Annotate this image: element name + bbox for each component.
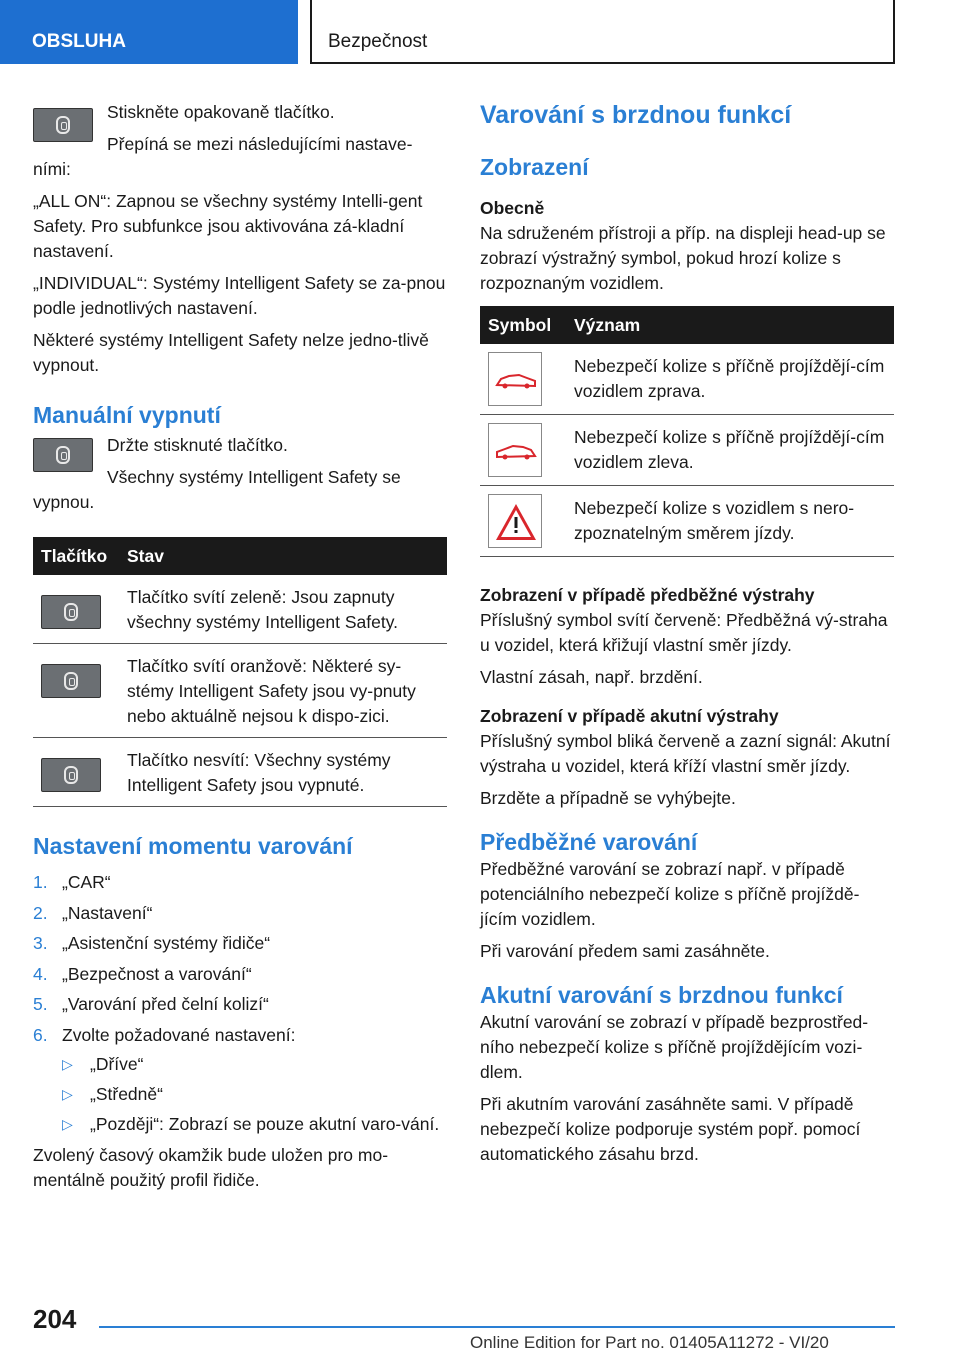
left-column bbox=[33, 100, 447, 1200]
list-item: ▷ „Později“: Zobrazí se pouze akutní varo-vání. bbox=[62, 1112, 447, 1137]
table-cell: Nebezpečí kolize s příčně projíždějí-cím vozidlem zprava. bbox=[566, 344, 894, 415]
paragraph: Všechny systémy Intelligent Safety se vypnou. bbox=[33, 467, 401, 512]
paragraph: Vlastní zásah, např. brzdění. bbox=[480, 667, 703, 687]
list-item: 3. „Asistenční systémy řidiče“ bbox=[33, 933, 271, 953]
list-item: ▷ „Středně“ bbox=[62, 1082, 447, 1107]
right-column bbox=[480, 100, 894, 1174]
paragraph: Při varování předem sami zasáhněte. bbox=[480, 941, 770, 961]
list-item: ▷ „Dříve“ bbox=[62, 1052, 447, 1077]
button-green-icon bbox=[41, 595, 101, 629]
paragraph: Předběžné varování se zobrazí např. v případě potenciálního nebezpečí kolize s příčně projíždě-jícím vozidlem. bbox=[480, 859, 860, 929]
steps-list bbox=[33, 867, 447, 1137]
car-left-warning-icon bbox=[488, 423, 542, 477]
heading-main: Varování s brzdnou funkcí bbox=[480, 101, 792, 129]
intelligent-safety-button-icon bbox=[33, 108, 93, 142]
intelligent-safety-button-icon bbox=[33, 438, 93, 472]
paragraph: „INDIVIDUAL“: Systémy Intelligent Safety se za-pnou podle jednotlivých nastavení. bbox=[33, 273, 446, 318]
list-item: 6. Zvolte požadované nastavení: ▷ „Dříve“ ▷ „Středně“ ▷ „Později“: Zobrazí se pouze akutní varo-vání. bbox=[33, 1020, 447, 1138]
paragraph: Stiskněte opakovaně tlačítko. bbox=[107, 102, 335, 122]
table-cell: Tlačítko svítí oranžově: Některé sy-stémy Intelligent Safety jsou vy-pnuty nebo aktuálně nejsou k dispo-zici. bbox=[119, 644, 447, 738]
table-header: Stav bbox=[119, 537, 447, 575]
heading-pre-warning: Předběžné varování bbox=[480, 829, 698, 855]
paragraph: Držte stisknuté tlačítko. bbox=[107, 435, 288, 455]
paragraph: Přepíná se mezi následujícími nastave-ními: bbox=[33, 134, 413, 179]
paragraph: Na sdruženém přístroji a příp. na displeji head-up se zobrazí výstražný symbol, pokud hrozí kolize s rozpoznaným vozidlem. bbox=[480, 223, 886, 293]
paragraph: Akutní varování se zobrazí v případě bezprostřed-ního nebezpečí kolize s příčně projíždějícím vozi-dlem. bbox=[480, 1012, 869, 1082]
heading-general: Obecně bbox=[480, 198, 545, 218]
section-tab: OBSLUHA bbox=[0, 0, 298, 64]
heading-pre-warning-display: Zobrazení v případě předběžné výstrahy bbox=[480, 585, 815, 605]
list-item: 5. „Varování před čelní kolizí“ bbox=[33, 994, 269, 1014]
symbol-table bbox=[480, 306, 894, 557]
heading-manual: Manuální vypnutí bbox=[33, 402, 221, 428]
table-row bbox=[33, 644, 447, 738]
paragraph: „ALL ON“: Zapnou se všechny systémy Intelli-gent Safety. Pro subfunkce jsou aktivována zá-kladní nastavení. bbox=[33, 191, 423, 261]
list-item: 1. „CAR“ bbox=[33, 872, 111, 892]
heading-acute-warning-display: Zobrazení v případě akutní výstrahy bbox=[480, 706, 779, 726]
triangle-bullet-icon: ▷ bbox=[62, 1056, 73, 1072]
triangle-bullet-icon: ▷ bbox=[62, 1116, 73, 1132]
button-orange-icon bbox=[41, 664, 101, 698]
paragraph: Zvolený časový okamžik bude uložen pro mo-mentálně použitý profil řidiče. bbox=[33, 1145, 389, 1190]
chapter-title: Bezpečnost bbox=[310, 0, 895, 64]
heading-settings: Nastavení momentu varování bbox=[33, 833, 353, 859]
list-item: 2. „Nastavení“ bbox=[33, 902, 153, 923]
table-row bbox=[480, 486, 894, 557]
heading-display: Zobrazení bbox=[480, 154, 589, 180]
button-off-icon bbox=[41, 758, 101, 792]
paragraph: Příslušný symbol svítí červeně: Předběžná vý-straha u vozidel, která křižují vlastní směr jízdy. bbox=[480, 610, 888, 655]
warning-triangle-icon bbox=[488, 494, 542, 548]
table-cell: Tlačítko nesvítí: Všechny systémy Intelligent Safety jsou vypnuté. bbox=[119, 738, 447, 807]
table-cell: Tlačítko svítí zeleně: Jsou zapnuty všechny systémy Intelligent Safety. bbox=[119, 575, 447, 644]
list-item: 4. „Bezpečnost a varování“ bbox=[33, 963, 252, 984]
table-cell: Nebezpečí kolize s příčně projíždějí-cím vozidlem zleva. bbox=[566, 415, 894, 486]
table-row bbox=[33, 575, 447, 644]
footer-divider bbox=[99, 1326, 895, 1328]
table-header: Tlačítko bbox=[33, 537, 119, 575]
paragraph: Při akutním varování zasáhněte sami. V případě nebezpečí kolize podporuje systém popř. pomocí automatického zásahu brzd. bbox=[480, 1094, 861, 1164]
paragraph: Příslušný symbol bliká červeně a zazní signál: Akutní výstraha u vozidel, která kříží vlastní směr jízdy. bbox=[480, 731, 891, 776]
table-row bbox=[33, 738, 447, 807]
paragraph: Brzděte a případně se vyhýbejte. bbox=[480, 788, 736, 808]
sub-options-list bbox=[62, 1052, 447, 1137]
triangle-bullet-icon: ▷ bbox=[62, 1086, 73, 1102]
table-cell: Nebezpečí kolize s vozidlem s nero-zpoznatelným směrem jízdy. bbox=[566, 486, 894, 557]
page-number: 204 bbox=[33, 1304, 77, 1334]
paragraph: Některé systémy Intelligent Safety nelze jedno-tlivě vypnout. bbox=[33, 330, 429, 375]
table-row bbox=[480, 344, 894, 415]
car-right-warning-icon bbox=[488, 352, 542, 406]
table-row bbox=[480, 415, 894, 486]
table-header: Symbol bbox=[480, 306, 566, 344]
footer-edition: Online Edition for Part no. 01405A11272 - VI/20 bbox=[470, 1333, 829, 1352]
button-state-table bbox=[33, 537, 447, 807]
heading-acute-warning: Akutní varování s brzdnou funkcí bbox=[480, 982, 843, 1008]
table-header: Význam bbox=[566, 306, 894, 344]
